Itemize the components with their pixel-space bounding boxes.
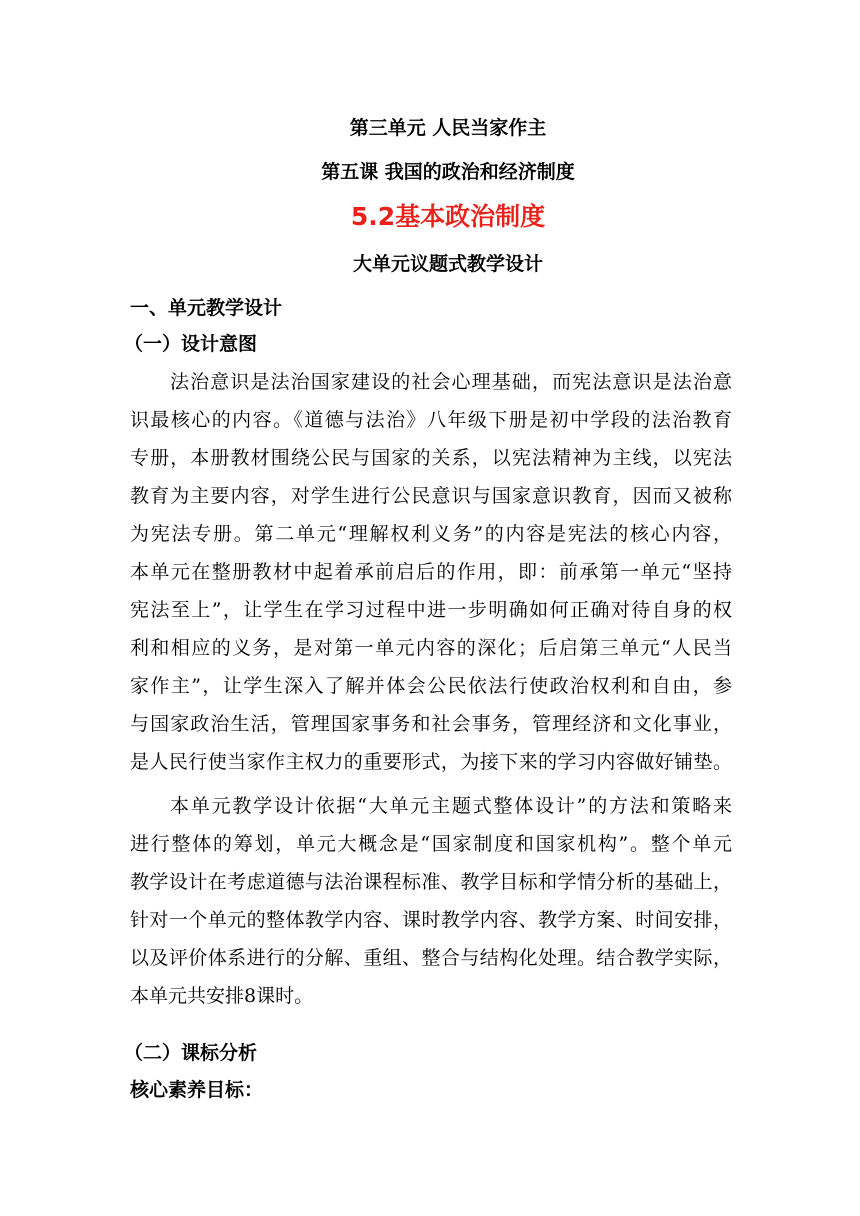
design-title: 大单元议题式教学设计 (352, 253, 543, 275)
paragraph-line: 教学设计在考虑道德与法治课程标准、教学目标和学情分析的基础上， (130, 871, 732, 893)
topic-title: 5.2基本政治制度 (350, 202, 546, 231)
unit-title: 第三单元 人民当家作主 (349, 117, 547, 139)
paragraph-line: 法治意识是法治国家建设的社会心理基础，而宪法意识是法治意 (170, 371, 732, 393)
subsection-heading-design-intent: （一）设计意图 (124, 333, 258, 355)
paragraph-line: 家作主”，让学生深入了解并体会公民依法行使政治权利和自由，参 (130, 675, 732, 697)
lesson-title: 第五课 我国的政治和经济制度 (321, 161, 575, 183)
paragraph-line: 进行整体的筹划，单元大概念是“国家制度和国家机构”。整个单元 (130, 833, 732, 855)
paragraph-line: 本单元共安排8课时。 (130, 985, 314, 1007)
paragraph-line: 利和相应的义务，是对第一单元内容的深化；后启第三单元“人民当 (130, 637, 732, 659)
paragraph-line: 专册，本册教材围绕公民与国家的关系，以宪法精神为主线，以宪法 (130, 447, 732, 469)
paragraph-line: 识最核心的内容。《道德与法治》八年级下册是初中学段的法治教育 (130, 409, 732, 431)
paragraph-line: 以及评价体系进行的分解、重组、整合与结构化处理。结合教学实际， (130, 947, 732, 969)
paragraph-line: 与国家政治生活，管理国家事务和社会事务，管理经济和文化事业， (130, 713, 732, 735)
paragraph-line: 宪法至上”，让学生在学习过程中进一步明确如何正确对待自身的权 (130, 599, 732, 621)
paragraph-line: 本单元在整册教材中起着承前启后的作用，即：前承第一单元“坚持 (130, 561, 732, 583)
paragraph-line: 本单元教学设计依据“大单元主题式整体设计”的方法和策略来 (170, 795, 732, 817)
paragraph-line: 是人民行使当家作主权力的重要形式，为接下来的学习内容做好铺垫。 (130, 751, 732, 773)
core-competency-goals-label: 核心素养目标： (130, 1079, 264, 1101)
paragraph-line: 为宪法专册。第二单元“理解权利义务”的内容是宪法的核心内容， (130, 523, 732, 545)
paragraph-line: 教育为主要内容，对学生进行公民意识与国家意识教育，因而又被称 (130, 485, 732, 507)
paragraph-line: 针对一个单元的整体教学内容、课时教学内容、教学方案、时间安排， (130, 909, 732, 931)
subsection-heading-curriculum-analysis: （二）课标分析 (124, 1042, 258, 1064)
section-heading-unit-design: 一、单元教学设计 (130, 297, 283, 319)
